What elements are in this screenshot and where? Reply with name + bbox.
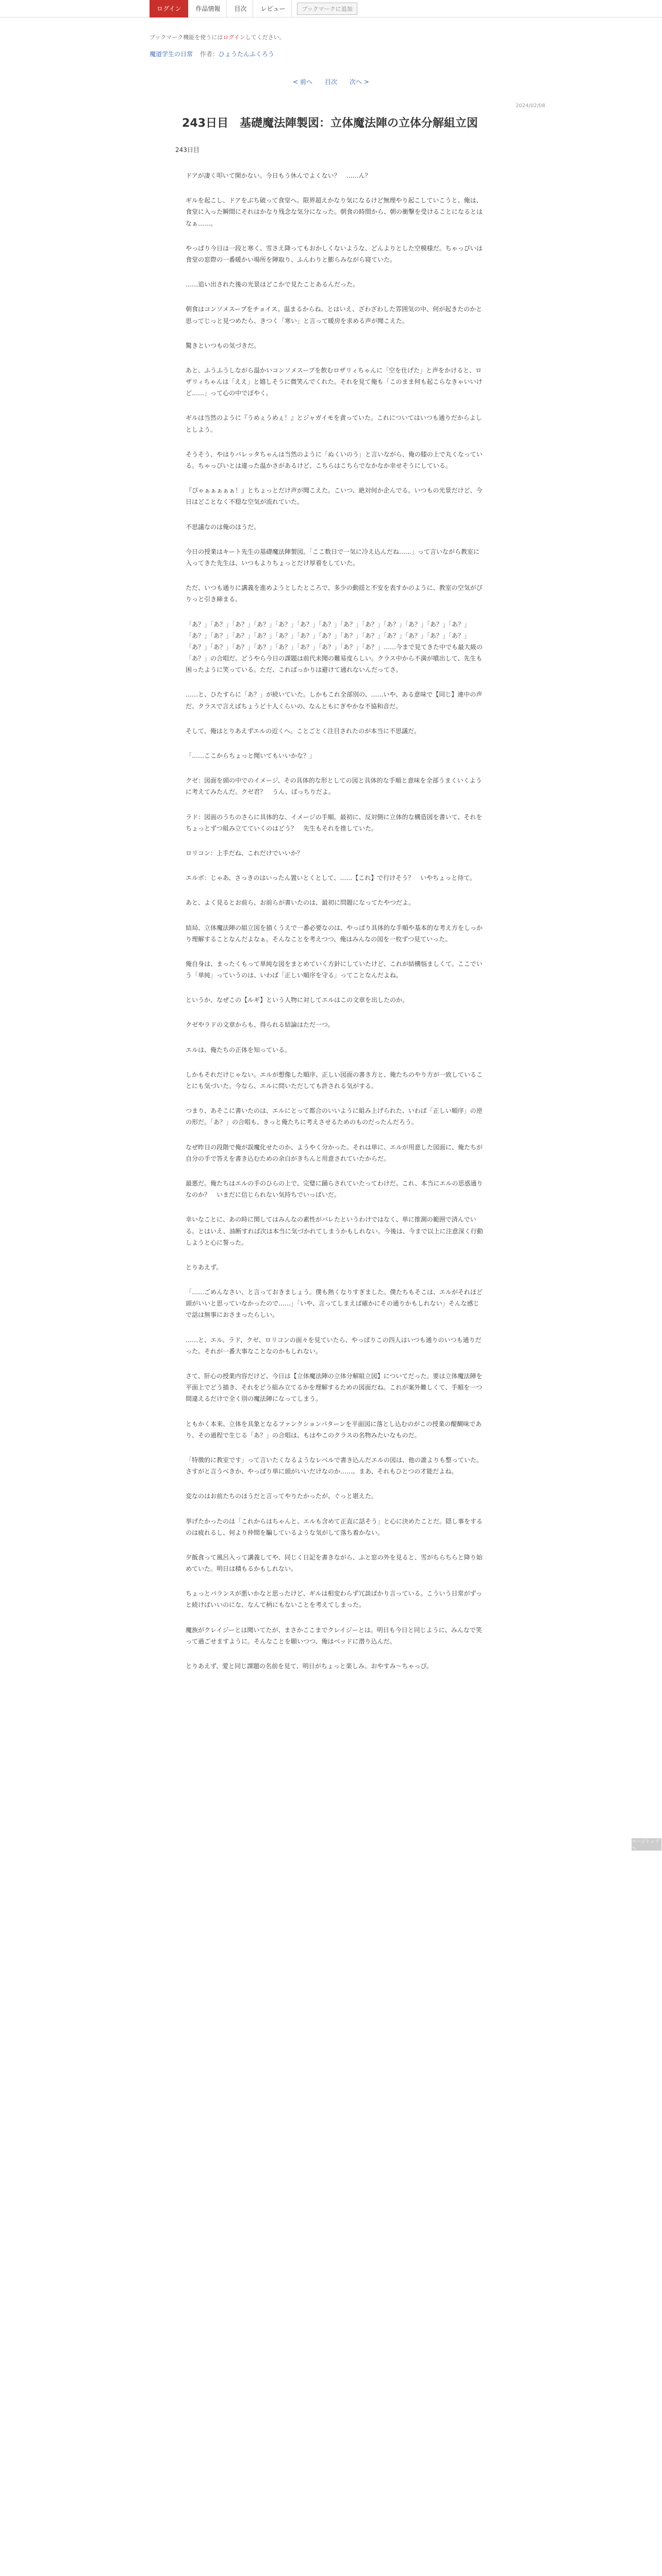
body-paragraph: 朝食はコンソメスープをチョイス。温まるからね。とはいえ、ざわざわした雰囲気の中、何が起きたのかと思ってじっと見つめたら、きつく「寒い」と言って暖房を求める声が聞こえた。	[186, 306, 483, 325]
author-link[interactable]: ひょうたんふくろう	[218, 50, 274, 58]
body-paragraph: ギルは当然のように『うめぇうめぇ！』とジャガイモを貪っていた。これについてはいつも通りだからよしとしよう。	[186, 414, 482, 433]
body-paragraph: あと、ふうふうしながら温かいコンソメスープを飲むロザリィちゃんに「空を仕げた」と声をかけると、ロザリィちゃんは「ええ」と嬉しそうに微笑んでくれた。それを見て俺も「このまま何も起こらなきゃいいけど……」って心の中でぼやく。	[186, 366, 483, 397]
nav-toc[interactable]: 目次	[228, 0, 253, 18]
body-paragraph: やっぱり今日は一段と寒く、雪さえ降ってもおかしくないような、どんよりとした空模様だ。ちゃっぴいは食堂の窓際の一番暖かい場所を陣取り、ふんわりと膨らみながら寝ていた。	[186, 244, 483, 263]
body-paragraph: 「……ごめんなさい、と言っておきましょう。僕も熱くなりすぎました。僕たちもそこは、エルがそれほど頭がいいと思っていなかったので……」「いや、言ってしまえば確かにその通りかもしれない」そんな感じで話は無事におさまったらしい。	[186, 1289, 483, 1319]
pager-top	[0, 77, 662, 86]
body-paragraph: 魔族がクレイジーとは聞いてたが、まさかここまでクレイジーとは。明日も今日と同じように、みんなで笑って過ごせますように。そんなことを願いつつ、俺はベッドに潜り込んだ。	[186, 1626, 482, 1645]
body-paragraph: なぜ昨日の段階で俺が誤魔化せたのか、ようやく分かった。それは単に、エルが用意した図面に、俺たちが自分の手で答えを書き込むための余白がきちんと用意されていたからだ。	[186, 1143, 483, 1162]
chapter-title: 243日目 基礎魔法陣製図：立体魔法陣の立体分解組立図	[182, 117, 478, 130]
novel-title-link[interactable]: 魔道学生の日常	[150, 50, 193, 58]
body-paragraph: ロリコン：上手だね、これだけでいいか？	[186, 849, 303, 857]
bookmark-notice: ブックマーク機能を使うにはログインしてください。	[150, 34, 285, 41]
body-paragraph: ……と、ひたすらに「あ？」が続いていた。しかもこれ全部別の、……いや、ある意味で【同じ】連中の声だ。クラスで言えばちょうど十人くらいの、なんともにぎやかな不協和音だ。	[186, 691, 483, 710]
body-paragraph: ラド：図面のうちのさらに具体的な、イメージの手順。最初に、反対側に立体的な構造図を書いて、それをちょっとずつ組み立てていくのはどう？ 先生もそれを推していた。	[186, 813, 483, 832]
body-paragraph: クゼやラドの文章からも、得られる結論はただ一つ。	[186, 1021, 334, 1029]
nav-reviews[interactable]: レビュー	[254, 0, 292, 18]
body-paragraph: ドアが凄く叩いて開かない。今日もう休んでよくない？ ……ん？	[186, 172, 371, 179]
top-bar	[0, 0, 662, 18]
prev-link[interactable]: < 前へ	[293, 78, 312, 86]
bookmark-add-button[interactable]: ブックマークに追加	[297, 3, 357, 15]
body-paragraph: さて、肝心の授業内容だけど、今日は【立体魔法陣の立体分解組立図】についてだった。要は立体魔法陣を平面上でどう描き、それをどう組み立てるかを理解するための図面だね。これが案外難しくて、手順を一つ間違えるだけで全く別の魔法陣になってしまう。	[186, 1372, 483, 1403]
novel-info	[150, 49, 274, 58]
nav-work-info[interactable]: 作品情報	[189, 0, 227, 18]
body-paragraph: 今日の授業はキート先生の基礎魔法陣製図。「ここ数日で一気に冷え込んだね……」って言いながら教室に入ってきた先生は、いつもよりちょっとだけ厚着をしていた。	[186, 548, 480, 567]
body-paragraph: 驚きといつもの気づきだ。	[186, 342, 260, 349]
body-paragraph: 挙げたかったのは「これからはちゃんと、エルも含めて正直に話そう」と心に決めたことだ。隠し事をするのは疲れるし、何より仲間を騙しているような気がして落ち着かない。	[186, 1517, 483, 1536]
body-paragraph: そうそう、やはりバレッタちゃんは当然のように「ぬくいのう」と言いながら、俺の膝の上で丸くなっている。ちゃっぴいとは違った温かさがあるけど、こちらはこちらでなかなか幸せそうにしている。	[186, 450, 483, 469]
page-top-button[interactable]: ページトップへ	[632, 1838, 661, 1851]
body-paragraph: 「……ここからちょっと聞いてもいいかな？」	[186, 752, 316, 759]
body-paragraph: エルは、俺たちの正体を知っている。	[186, 1046, 291, 1054]
chapter-body	[186, 170, 485, 1685]
body-paragraph: 俺自身は、まったくもって単純な図をまとめていく方針にしていたけど、これが結構悩ましくて。ここでいう「単純」っていうのは、いわば「正しい順序を守る」ってことなんだよね。	[186, 960, 483, 979]
body-paragraph: しかもそれだけじゃない。エルが想像した順序、正しい図面の書き方と、俺たちのやり方が一致していることにも気づいた。今なら、エルに問いただしても許される気がする。	[186, 1071, 483, 1090]
body-paragraph: ……追い出された後の光景はどこかで見たことあるんだった。	[186, 281, 359, 289]
body-paragraph: ちょっとバランスが悪いかなと思ったけど、ギルは相変わらず冗談ばかり言っている。こういう日常がずっと続けばいいのにな、なんて柄にもないことを考えてしまった。	[186, 1590, 482, 1609]
author-label: 作者：	[200, 50, 219, 58]
body-paragraph: 不思議なのは俺のほうだ。	[186, 523, 260, 531]
body-paragraph: 夕飯食って風呂入って講義してや、同じく日記を書きながら、ふと窓の外を見ると、雪がちらちらと降り始めていた。明日は積もるかもしれない。	[186, 1553, 483, 1573]
login-button[interactable]: ログイン	[150, 0, 188, 18]
body-paragraph: ……と、エル、ラド、クゼ、ロリコンの面々を見ていたら、やっぱりこの四人はいつも通りのいつも通りだった。それが一番大事なことなのかもしれない。	[186, 1336, 482, 1355]
body-paragraph: 「特徴的に教室です」って言いたくなるようなレベルで書き込んだエルの図は、他の誰よりも整っていた。さすがと言うべきか、やっぱり単に頭がいいだけなのか……。まあ、それもひとつの才能だよね。	[186, 1456, 483, 1476]
body-paragraph: というか、なぜこの【ルギ】という人物に対してエルはこの文章を出したのか。	[186, 996, 409, 1004]
next-link[interactable]: 次へ >	[350, 78, 369, 86]
body-paragraph: あと、よく見るとお前ら、お前らが書いたのは、最初に問題になってたやつだよ。	[186, 899, 415, 907]
body-paragraph: 幸いなことに、あの時に関してはみんなの素性がバレたというわけではなく、単に推測の範囲で済んでいる。とはいえ、油断すれば次は本当に気づかれてしまうかもしれない。今後は、今まで以上に注意深く行動しようと心に誓った。	[186, 1216, 483, 1246]
post-date: 2024/02/08	[516, 103, 545, 109]
chapter-subtitle: 243日目	[175, 146, 200, 154]
body-paragraph: つまり、あそこに書いたのは、エルにとって都合のいいように組み上げられた、いわば「正しい順序」の逆の形だ。「あ？」の合唱も、きっと俺たちに考えさせるためのものだったんだろう。	[186, 1107, 483, 1126]
body-paragraph: 『ぴゃぁぁぁぁぁ！』とちょっとだけ声が聞こえた。こいつ、絶対何か企んでる。いつもの光景だけど、今日はどことなく不穏な空気が流れていた。	[186, 487, 483, 506]
body-paragraph: ただ、いつも通りに講義を進めようとしたところで、多少の動揺と不安を表すかのように、教室の空気がぴりっと引き締まる。	[186, 584, 483, 603]
body-paragraph: 結局、立体魔法陣の組立図を描くうえで一番必要なのは、やっぱり具体的な手順や基本的な考え方をしっかり理解することなんだよなぁ。そんなことを考えつつ、俺はみんなの図を一枚ずつ見ていった。	[186, 924, 483, 943]
body-paragraph: ギルを起こし、ドアをぶち破って食堂へ。限界超えかなり気になるけど無理やり起こしていこうと、俺は、食堂に入った瞬間にそれはかなり残念な気分になった。朝食の時間から、朝の衝撃を受けることになるとはなぁ……。	[186, 197, 483, 227]
body-paragraph: 変なのはお前たちのほうだと言ってやりたかったが、ぐっと堪えた。	[186, 1493, 377, 1500]
body-paragraph: ともかく本来、立体を具象となるファンクションパターンを平面図に落とし込むのがこの授業の醍醐味であり、その過程で生じる「あ？」の合唱は、もはやこのクラスの名物みたいなものだ。	[186, 1420, 482, 1439]
notice-login-link[interactable]: ログイン	[223, 34, 245, 41]
toc-link[interactable]: 目次	[324, 78, 337, 86]
body-paragraph: そして、俺はとりあえずエルの近くへ。ことごとく注目されたのが本当に不思議だ。	[186, 727, 421, 735]
body-paragraph: エルボ：じゃあ、さっきのはいったん置いとくとして、……【これ】で行けそう？ いやちょっと待て。	[186, 874, 476, 882]
body-paragraph: とりあえず。	[186, 1263, 223, 1271]
body-paragraph: とりあえず、愛と同じ課題の名前を見て、明日がちょっと楽しみ。おやすみ～ちゃっぴ。	[186, 1663, 433, 1670]
body-paragraph: クゼ：図面を頭の中でのイメージ、その具体的な形としての図と具体的な手順と意味を全部うまくいくように考えてみたんだ。クゼ君？ うん、ばっちりだよ。	[186, 777, 482, 796]
body-paragraph: 最悪だ。俺たちはエルの手のひらの上で、完璧に踊らされていたってわけだ。これ、本当にエルの思惑通りなのか？ いまだに信じられない気持ちでいっぱいだ。	[186, 1179, 483, 1199]
body-paragraph: 「あ？」「あ？」「あ？」「あ？」「あ？」「あ？」「あ？」「あ？」「あ？」「あ？」「あ？」「あ？」「あ？」「あ？」「あ？」「あ？」「あ？」「あ？」「あ？」「あ？」「あ？」「あ？」「あ？」「あ？」「あ？」「あ？」「あ？」「あ？」「あ？」「あ？」「あ？」「あ？」「あ？」「あ？」「あ？」……今まで見てきた中でも最大級の「あ？」の合唱だ。どうやら今日の課題は前代未聞の難易度らしい。クラス中から不満が噴出して、先生も困ったように笑っている。ただ、こればっかりは避けて通れないんだってさ。	[186, 620, 483, 674]
